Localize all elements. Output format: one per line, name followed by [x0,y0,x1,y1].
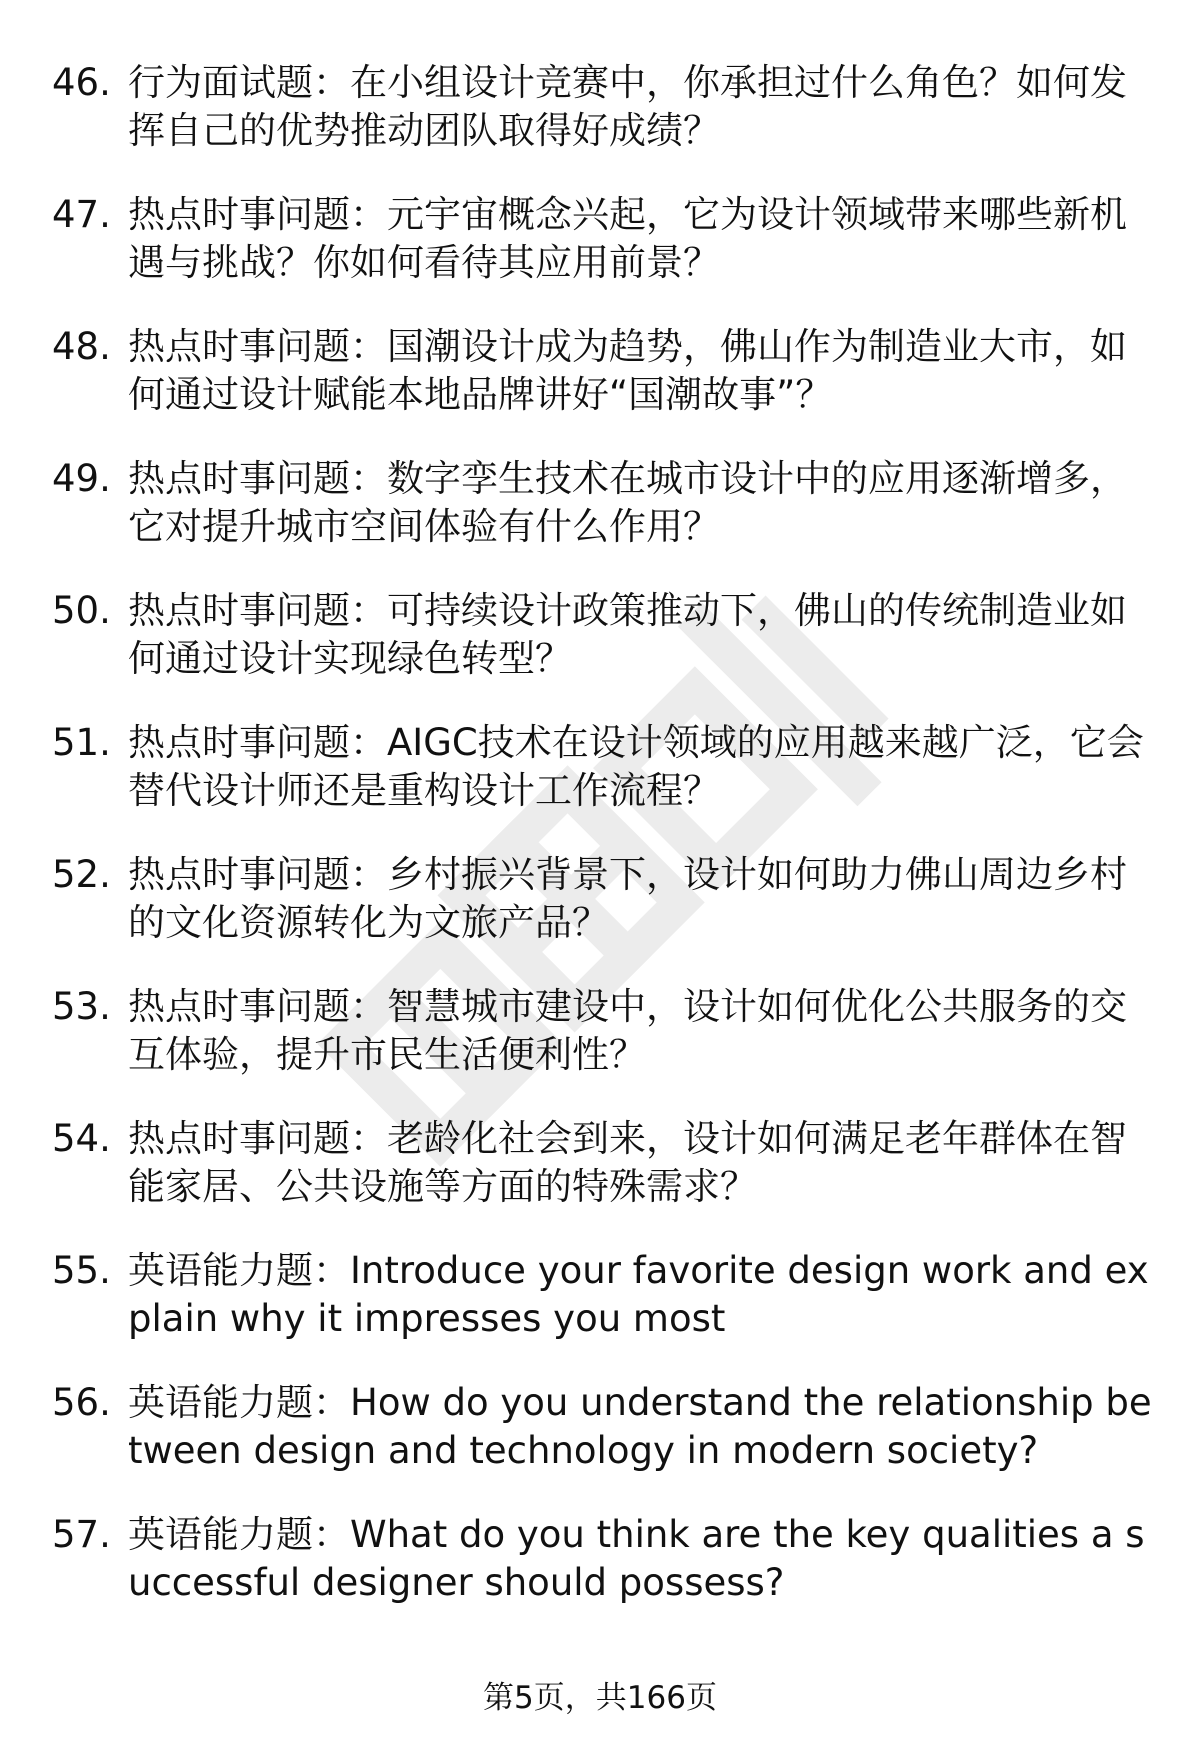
question-number: 49. [52,457,111,500]
question-item [52,455,1162,587]
question-number: 48. [52,325,111,368]
question-item [52,1115,1162,1247]
question-item [52,719,1162,851]
question-item [52,851,1162,983]
question-text: 英语能力题：How do you understand the relationship between design and technology in modern society? [128,1381,1152,1472]
question-item [52,59,1162,191]
question-number: 57. [52,1513,111,1556]
question-text: 热点时事问题：元宇宙概念兴起，它为设计领域带来哪些新机遇与挑战？你如何看待其应用前景？ [128,193,1127,284]
question-list [52,59,1162,1643]
question-number: 56. [52,1381,111,1424]
question-text: 热点时事问题：可持续设计政策推动下，佛山的传统制造业如何通过设计实现绿色转型？ [128,589,1127,680]
question-text: 行为面试题：在小组设计竞赛中，你承担过什么角色？如何发挥自己的优势推动团队取得好成绩？ [128,61,1127,152]
question-item [52,983,1162,1115]
question-text: 英语能力题：What do you think are the key qualities a successful designer should possess? [128,1513,1145,1604]
question-text: 热点时事问题：AIGC技术在设计领域的应用越来越广泛，它会替代设计师还是重构设计工作流程？ [128,721,1144,812]
question-number: 50. [52,589,111,632]
question-item [52,1511,1162,1643]
question-text: 英语能力题：Introduce your favorite design work and explain why it impresses you most [128,1249,1149,1340]
question-text: 热点时事问题：数字孪生技术在城市设计中的应用逐渐增多，它对提升城市空间体验有什么作用？ [128,457,1127,548]
question-number: 52. [52,853,111,896]
question-text: 热点时事问题：老龄化社会到来，设计如何满足老年群体在智能家居、公共设施等方面的特殊需求？ [128,1117,1127,1208]
page-footer: 第5页，共166页 [483,1680,717,1716]
question-number: 47. [52,193,111,236]
question-text: 热点时事问题：智慧城市建设中，设计如何优化公共服务的交互体验，提升市民生活便利性？ [128,985,1127,1076]
question-number: 55. [52,1249,111,1292]
question-number: 53. [52,985,111,1028]
question-item [52,1247,1162,1379]
question-number: 46. [52,61,111,104]
question-number: 51. [52,721,111,764]
question-number: 54. [52,1117,111,1160]
question-item [52,323,1162,455]
question-item [52,587,1162,719]
question-text: 热点时事问题：乡村振兴背景下，设计如何助力佛山周边乡村的文化资源转化为文旅产品？ [128,853,1127,944]
question-text: 热点时事问题：国潮设计成为趋势，佛山作为制造业大市，如何通过设计赋能本地品牌讲好“国潮故事”？ [128,325,1127,416]
question-item [52,191,1162,323]
question-item [52,1379,1162,1511]
